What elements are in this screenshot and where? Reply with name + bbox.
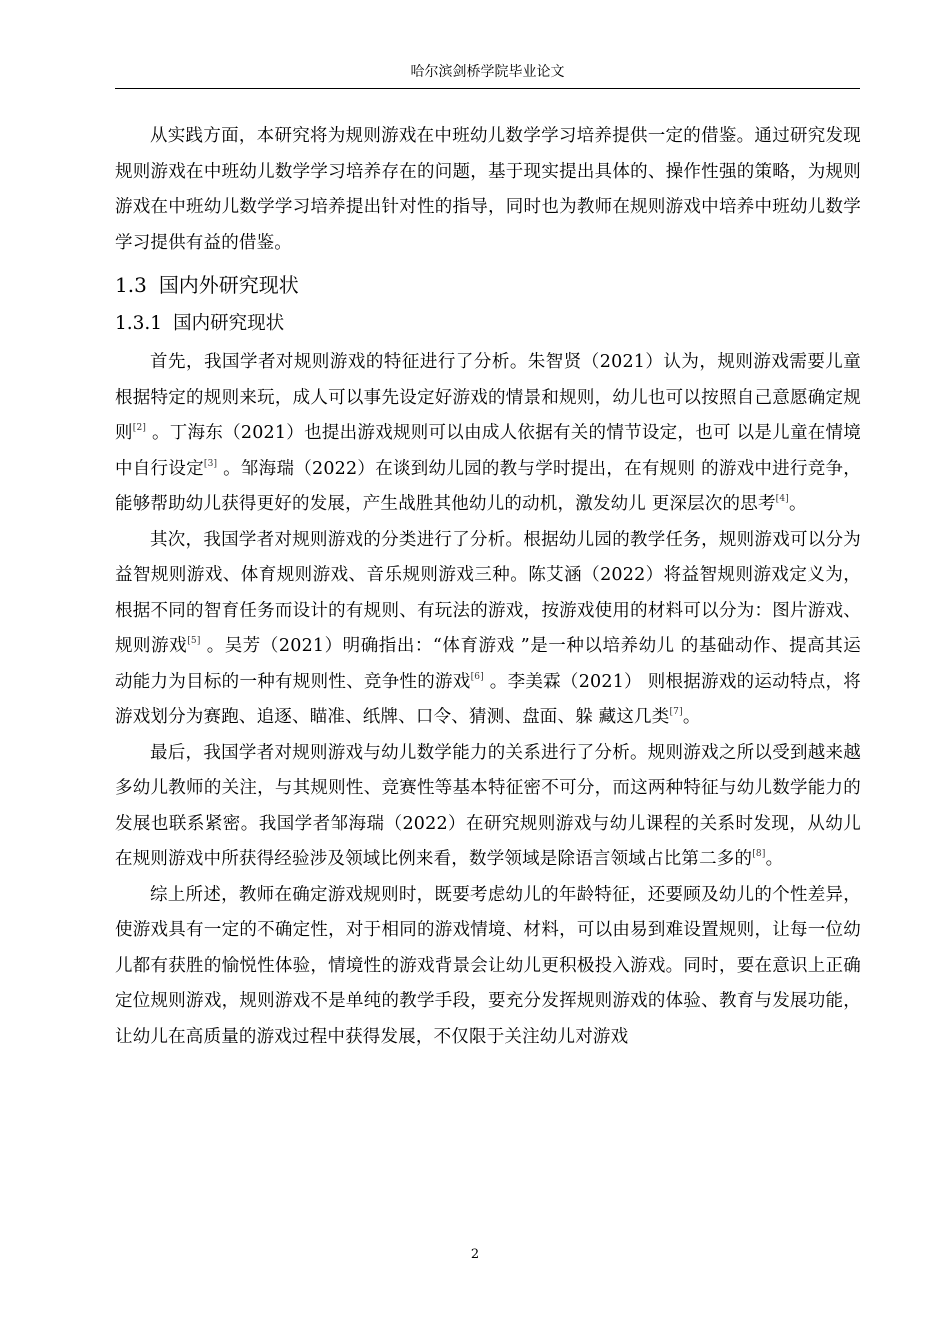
citation-6: [6] bbox=[470, 671, 484, 682]
citation-5: [5] bbox=[187, 636, 201, 646]
paragraph-relation bbox=[115, 736, 861, 878]
citation-2: [2] bbox=[132, 423, 147, 433]
section-number: 1.3 bbox=[115, 273, 147, 297]
section-heading-1-3 bbox=[115, 266, 861, 304]
citation-8: [8] bbox=[752, 849, 766, 859]
text-run: 。 bbox=[682, 707, 701, 727]
text-run: 最后，我国学者对规则游戏与幼儿数学能力的关系进行了分析。规则游戏之所以受到越来越多幼儿教师的关注，与其规则性、竞赛性等基本特征密不可分，而这两种特征与幼儿数学能力的发展也联系紧密。我国学者邹海瑞（2022）在研究规则游戏与幼儿课程的关系时发现，从幼儿在规则游戏中所获得经验涉及领域比例来看，数学领域是除语言领域占比第二多的 bbox=[115, 742, 861, 869]
section-heading-1-3-1 bbox=[115, 305, 861, 343]
citation-3: [3] bbox=[203, 458, 218, 469]
paragraph-classification bbox=[115, 523, 861, 736]
citation-4: [4] bbox=[775, 494, 790, 504]
text-run: 其次，我国学者对规则游戏的分类进行了分析。根据幼儿园的教学任务，规则游戏可以分为益智规则游戏、体育规则游戏、音乐规则游戏三种。陈艾涵（2022）将益智规则游戏定义为，根据不同的智育任务而设计的有规则、有玩法的游戏，按游戏使用的材料可以分为：图片游戏、规则游戏 bbox=[115, 529, 861, 656]
page-header: 哈尔滨剑桥学院毕业论文 bbox=[410, 64, 565, 80]
section-title: 国内外研究现状 bbox=[158, 273, 299, 297]
page-number: 2 bbox=[470, 1247, 480, 1262]
page-body bbox=[115, 119, 861, 1055]
text-run: 首先，我国学者对规则游戏的特征进行了分析。朱智贤（2021）认为，规则游戏需要儿童根据特定的规则来玩，成人可以事先设定好游戏的情景和规则，幼儿也可以按照自己意愿确定规则 bbox=[115, 352, 861, 443]
paragraph-summary: 综上所述，教师在确定游戏规则时，既要考虑幼儿的年龄特征，还要顾及幼儿的个性差异，使游戏具有一定的不确定性，对于相同的游戏情境、材料，可以由易到难设置规则，让每一位幼儿都有获胜的愉悦性体验，情境性的游戏背景会让幼儿更积极投入游戏。同时，要在意识上正确定位规则游戏，规则游戏不是单纯的教学手段，要充分发挥规则游戏的体验、教育与发展功能，让幼儿在高质量的游戏过程中获得发展，不仅限于关注幼儿对游戏 bbox=[115, 884, 861, 1047]
text-run: 。 bbox=[789, 494, 807, 514]
text-run: 。邹海瑞（2022）在谈到幼儿园的教与学时提出，在有规则 的游戏中进行竞争，能够帮助幼儿获得更好的发展，产生战胜其他幼儿的动机，激发幼儿 更深层次的思考 bbox=[115, 458, 862, 514]
paragraph-practice: 从实践方面，本研究将为规则游戏在中班幼儿数学学习培养提供一定的借鉴。通过研究发现规则游戏在中班幼儿数学学习培养存在的问题，基于现实提出具体的、操作性强的策略，为规则游戏在中班幼儿数学学习培养提出针对性的指导，同时也为教师在规则游戏中培养中班幼儿数学学习提供有益的借鉴。 bbox=[115, 126, 861, 253]
text-run: 。吴芳（2021）明确指出：“体育游戏 ”是一种以培养幼儿 的基础动作、提高其运动能力为目标的一种有规则性、竞争性的游戏 bbox=[115, 636, 861, 692]
citation-7: [7] bbox=[669, 707, 683, 717]
text-run: 。李美霖（2021） 则根据游戏的运动特点，将游戏划分为赛跑、追逐、瞄准、纸牌、口令、猜测、盘面、躲 藏这几类 bbox=[115, 671, 861, 727]
paragraph-features bbox=[115, 345, 861, 523]
subsection-title: 国内研究现状 bbox=[173, 313, 285, 334]
text-run: 。丁海东（2021）也提出游戏规则可以由成人依据有关的情节设定，也可 以是儿童在情境中自行设定 bbox=[115, 423, 861, 479]
subsection-number: 1.3.1 bbox=[115, 313, 163, 334]
text-run: 。 bbox=[765, 849, 784, 869]
header-rule bbox=[115, 88, 860, 89]
